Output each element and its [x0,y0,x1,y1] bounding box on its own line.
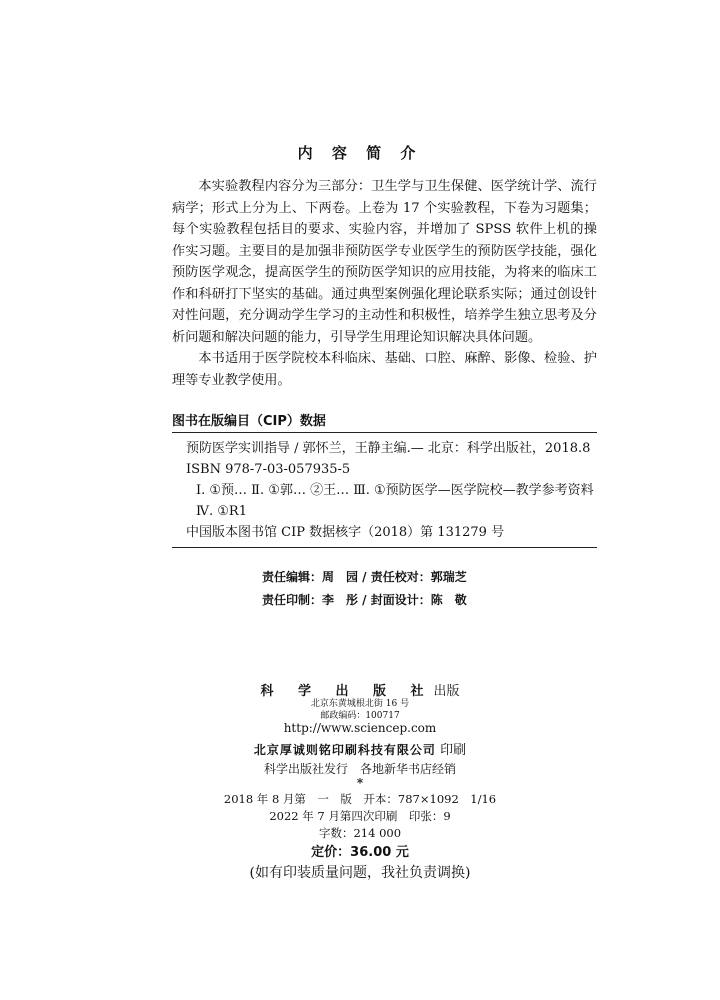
cip-heading: 图书在版编目（CIP）数据 [172,414,326,429]
book-summary [172,176,597,391]
cip-block [172,412,597,548]
printer-name: 北京厚诚则铭印刷科技有限公司 [253,743,436,757]
publisher-line [0,680,720,699]
distribution-line: 科学出版社发行 各地新华书店经销 [263,762,456,776]
cip-bottom-rule [172,547,597,548]
edition-line: 2018 年 8 月第 一 版 开本：787×1092 1/16 [223,792,497,806]
publisher-zipcode: 邮政编码：100717 [320,711,400,721]
quality-note: (如有印装质量问题，我社负责调换) [249,865,471,881]
summary-paragraph-2: 本书适用于医学院校本科临床、基础、口腔、麻醉、影像、检验、护理等专业教学使用。 [172,351,597,388]
printer-suffix: 印刷 [440,743,467,758]
wordcount-line: 字数：214 000 [318,826,402,840]
separator-star: * [356,776,364,790]
price-line: 定价：36.00 元 [311,845,409,860]
cip-line-title: 预防医学实训指导 / 郭怀兰，王静主编.— 北京：科学出版社，2018.8 [186,441,591,456]
staff-credits [262,566,467,612]
printer-line [0,739,720,758]
printing-line: 2022 年 7 月第四次印刷 印张：9 [269,809,451,823]
cip-body [172,433,597,547]
cip-line-classification: Ⅰ. ①预… Ⅱ. ①郭… ②王… Ⅲ. ①预防医学—医学院校—教学参考资料 Ⅳ. ①R1 [196,483,594,519]
publisher-url: http://www.sciencep.com [283,721,437,735]
print-specs [0,791,720,842]
summary-paragraph-1: 本实验教程内容分为三部分：卫生学与卫生保健、医学统计学、流行病学；形式上分为上、下两卷。上卷为 17 个实验教程，下卷为习题集；每个实验教程包括目的要求、实验内容，并增加了 SPSS 软件上机的操作实习题。主要目的是加强非预防医学专业医学生的预防医学技能，强化预防医学观念，提高医学生的预防医学知识的应用技能，为将来的临床工作和科研打下坚实的基础。通过典型案例强化理论联系实际；通过创设针对性问题，充分调动学生学习的主动性和积极性，培养学生独立思考及分析问题和解决问题的能力，引导学生用理论知识解决具体问题。 [172,179,597,345]
page-title: 内 容 简 介 [297,144,423,162]
publisher-address: 北京东黄城根北街 16 号 [310,699,410,709]
publisher-name: 科 学 出 版 社 [260,684,434,699]
publisher-suffix: 出版 [433,684,460,699]
staff-line-production: 责任印制：李 彤 / 封面设计：陈 敬 [262,593,467,607]
cip-line-verification: 中国版本图书馆 CIP 数据核字（2018）第 131279 号 [186,525,505,540]
staff-line-editors: 责任编辑：周 园 / 责任校对：郭瑞芝 [262,570,467,584]
cip-line-isbn: ISBN 978-7-03-057935-5 [186,462,351,477]
